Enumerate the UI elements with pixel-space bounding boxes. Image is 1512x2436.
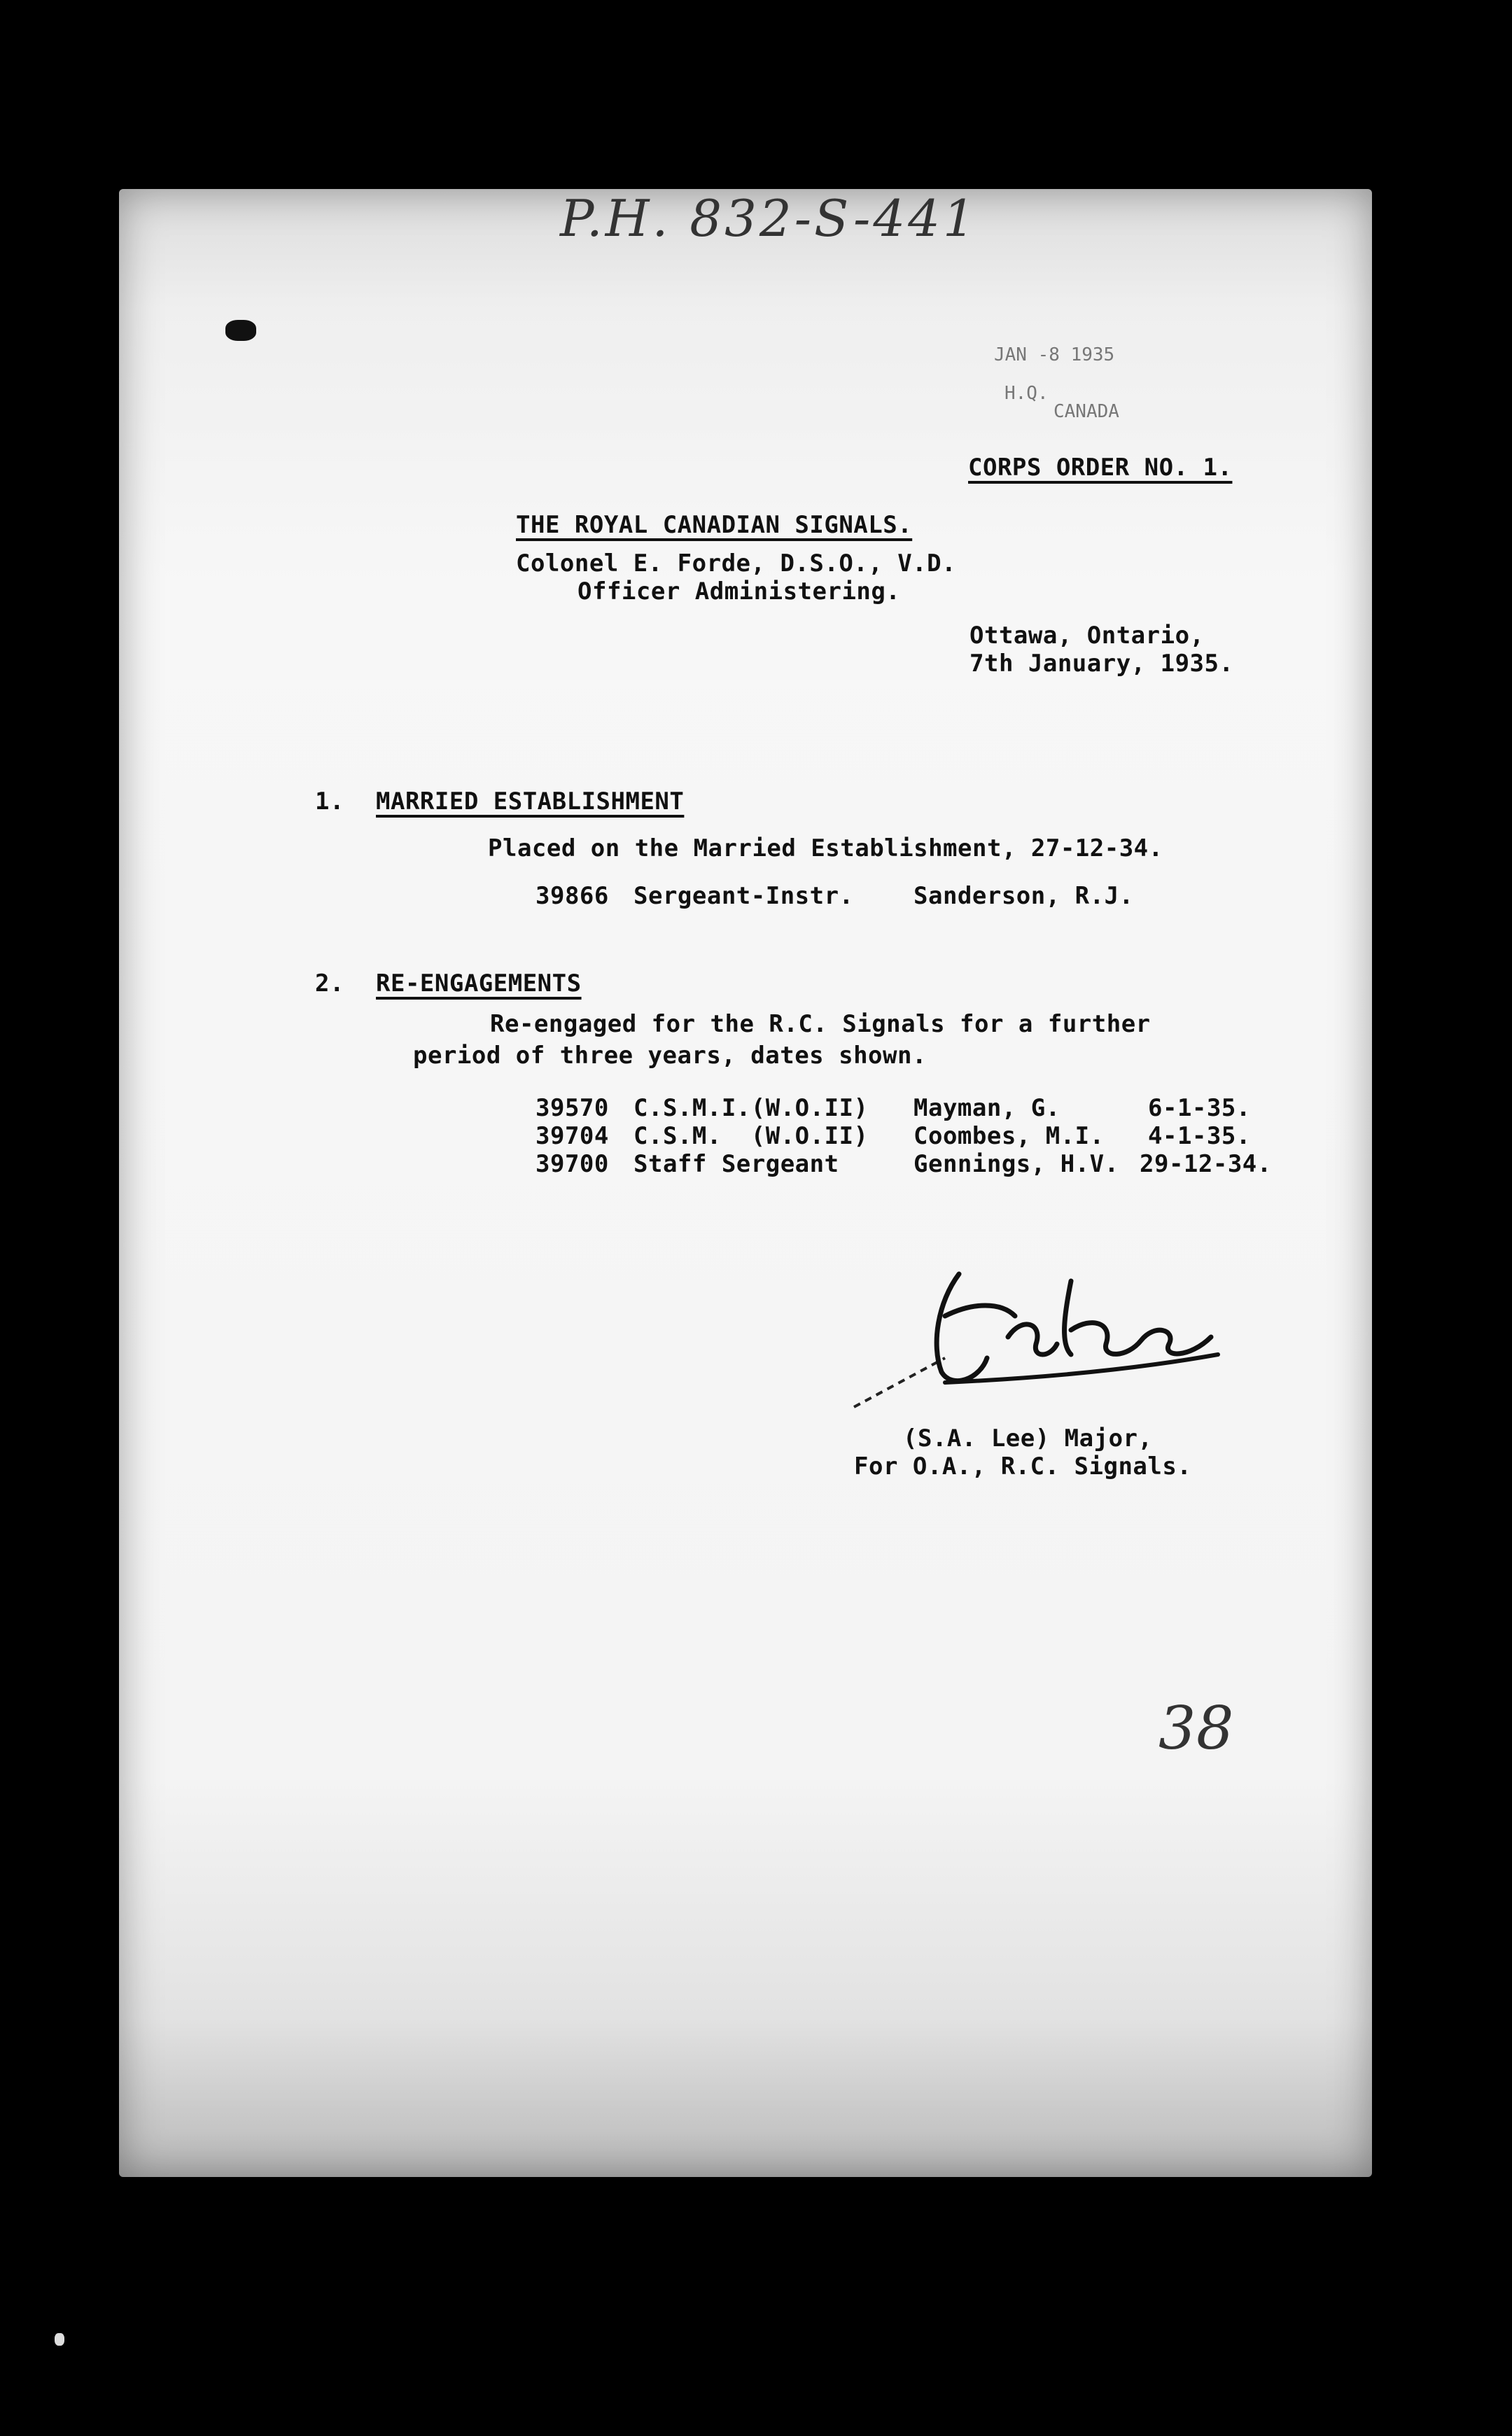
rank: Staff Sergeant [634,1150,839,1178]
service-number: 39704 [536,1122,609,1150]
service-number: 39866 [536,882,609,910]
person-name: Sanderson, R.J. [913,882,1134,910]
person-name: Coombes, M.I. [913,1122,1105,1150]
rank: Sergeant-Instr. [634,882,854,910]
engagement-date: 4-1-35. [1148,1122,1251,1150]
section-heading: RE-ENGAGEMENTS [376,969,582,997]
document-date: 7th January, 1935. [969,650,1234,678]
place: Ottawa, Ontario, [969,622,1205,650]
stamp-country: CANADA [1054,401,1119,422]
corps-order-number: CORPS ORDER NO. 1. [968,454,1233,482]
section-heading: MARRIED ESTABLISHMENT [376,788,685,816]
signatory-name: (S.A. Lee) Major, [903,1424,1153,1452]
officer-name: Colonel E. Forde, D.S.O., V.D. [516,550,957,578]
section-intro-line-1: Re-engaged for the R.C. Signals for a further [490,1010,1151,1038]
engagement-date: 29-12-34. [1140,1150,1272,1178]
rank: C.S.M. (W.O.II) [634,1122,869,1150]
page-mark: 38 [1158,1694,1234,1763]
archive-reference: P.H. 832-S-441 [560,189,978,248]
officer-title: Officer Administering. [578,578,901,606]
rank: C.S.M.I.(W.O.II) [634,1094,869,1122]
signature-image [840,1239,1232,1421]
section-number: 2. [315,969,344,997]
person-name: Mayman, G. [913,1094,1060,1122]
signatory-title: For O.A., R.C. Signals. [854,1452,1192,1480]
person-name: Gennings, H.V. [913,1150,1119,1178]
stamp-date: JAN -8 1935 [994,344,1115,365]
section-number: 1. [315,788,344,816]
document-page [119,189,1372,2177]
punch-mark [225,320,256,341]
unit-title: THE ROYAL CANADIAN SIGNALS. [516,511,913,539]
section-intro: Placed on the Married Establishment, 27-12-34. [488,834,1163,862]
speck [55,2333,64,2346]
engagement-date: 6-1-35. [1148,1094,1251,1122]
section-intro-line-2: period of three years, dates shown. [413,1042,927,1070]
stamp-hq: H.Q. [1004,383,1049,404]
service-number: 39570 [536,1094,609,1122]
service-number: 39700 [536,1150,609,1178]
